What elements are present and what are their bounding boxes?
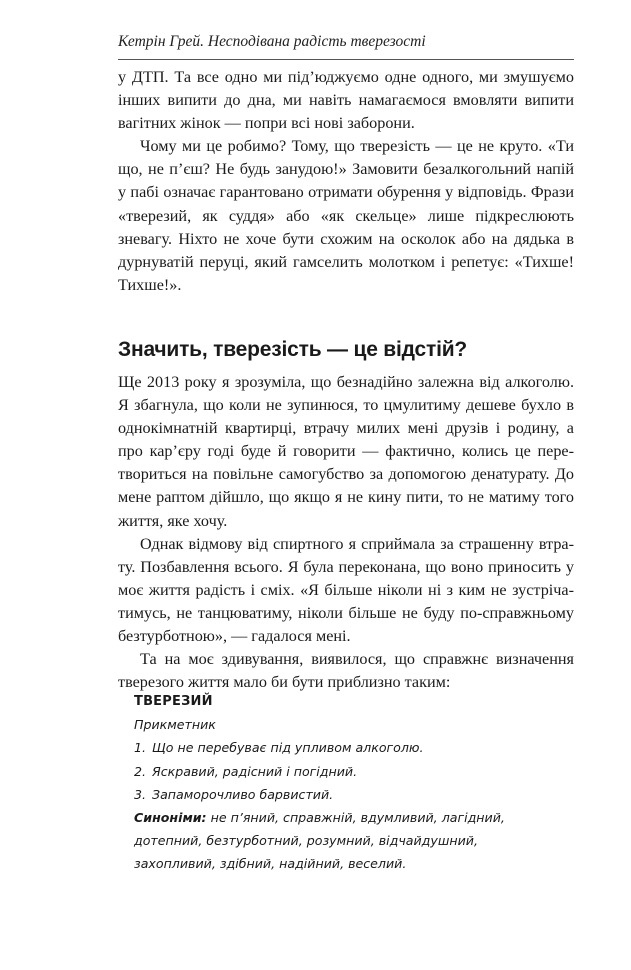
synonyms-label: Синоніми:: [134, 810, 207, 826]
part-of-speech: Прикметник: [134, 717, 216, 733]
synonyms-text: не п’яний, справжній, вдумливий, лагідний, дотепний, безтурботний, розумний, відчайдушний, захопливий, здібний, надійний, веселий.: [134, 810, 505, 872]
section-heading: Значить, тверезість — це відстій?: [118, 337, 468, 361]
definition-item: [134, 760, 554, 783]
definition-headword: ТВЕРЕЗИЙ: [134, 694, 213, 709]
paragraph-4: Однак відмову від спиртного я сприймала за страшенну втрату. Позбавлення всього. Я була переконана, що воно приносить у моє життя радість і сміх. «Я більше ніколи ні з ким не зустрічатимусь, не танцюватиму, ніколи більше не буду по-справжньому безтурботною», — гадалося мені.: [118, 534, 574, 645]
definition-item-number: 1.: [134, 740, 147, 756]
synonyms-block: [134, 806, 554, 876]
definition-item: [134, 736, 554, 759]
paragraph-5: Та на моє здивування, виявилося, що справжнє визначення тверезого життя мало би бути приблизно таким:: [118, 650, 574, 692]
paragraph-2: Чому ми це робимо? Тому, що тверезість — це не круто. «Ти що, не п’єш? Не будь занудою!» Замовити безалкогольний напій у пабі означає гарантовано отримати обурення у відповідь. Фрази «тверезий, як суддя» або «як скельце» лише підкреслюють зневагу. Ніхто не хоче бути схожим на осколок або на дядька в дурнуватій перуці, який гамселить молотком і репетує: «Тихше! Тихше!».: [118, 137, 574, 294]
dictionary-definition: [134, 690, 554, 876]
definition-item-text: Яскравий, радісний і погідний.: [152, 763, 358, 779]
main-text: [118, 66, 574, 694]
definition-item-text: Що не перебуває під упливом алкоголю.: [152, 740, 424, 756]
definition-item-number: 2.: [134, 763, 147, 779]
definition-item: [134, 783, 554, 806]
definition-item-text: Запаморочливо барвистий.: [152, 786, 334, 802]
running-head: Кетрін Грей. Несподівана радість тверезості: [118, 33, 426, 50]
definition-item-number: 3.: [134, 786, 147, 802]
paragraph-1: у ДТП. Та все одно ми під’юджуємо одне одного, ми змушуємо інших випити до дна, ми навіть намагаємося вмовляти випити вагітних жінок — попри всі нові заборони.: [118, 68, 574, 133]
paragraph-3: Ще 2013 року я зрозуміла, що безнадійно залежна від алкоголю. Я збагнула, що коли не зупинюся, то цмулитиму дешеве бухло в однокімнатній квартирці, втрачу милих мені друзів і родину, а про кар’єру годі буде й говорити — фактично, колись це перетвориться на повільне самогубство за допомогою денатурату. До мене раптом дійшло, що якщо я не кину пити, то не матиму того життя, яке хочу.: [118, 372, 574, 530]
header-divider: [118, 59, 574, 60]
